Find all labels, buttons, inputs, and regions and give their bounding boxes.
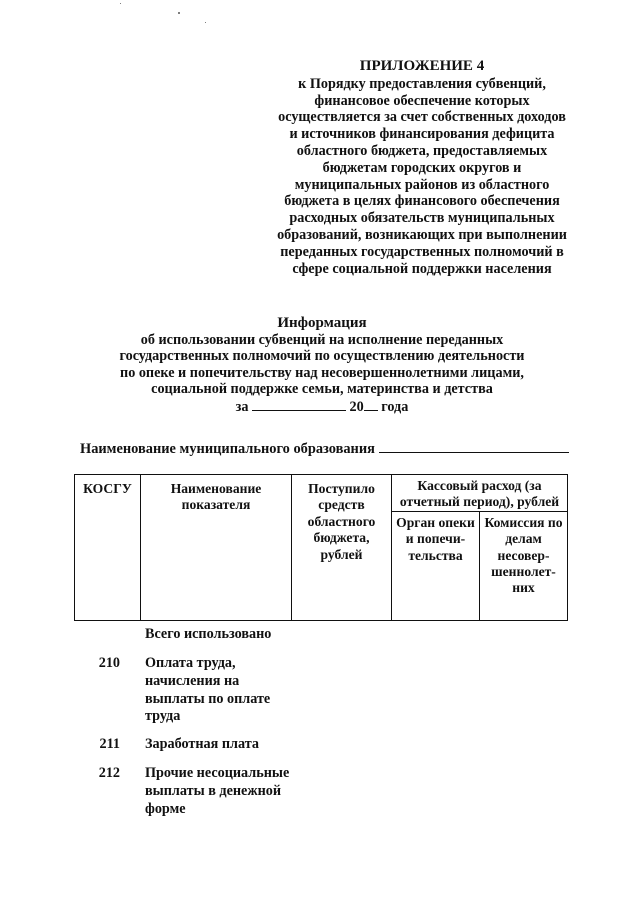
row-code: 212 <box>98 765 120 781</box>
row-code: 210 <box>98 655 120 671</box>
period-suffix: года <box>381 398 409 415</box>
appendix-line: финансовое обеспечение которых <box>314 92 530 109</box>
scan-speck <box>178 12 180 14</box>
appendix-line: сфере социальной поддержки населения <box>292 260 552 277</box>
appendix-line: образований, возникающих при выполнении <box>277 226 567 243</box>
header-kosgu: КОСГУ <box>75 475 141 621</box>
header-indicator-name: Наименование показателя <box>141 475 292 621</box>
info-heading <box>92 315 552 415</box>
municipality-line <box>80 440 570 458</box>
info-line: по опеке и попечительству над несовершеннолетними лицами, <box>120 364 524 381</box>
year-blank-field[interactable] <box>364 398 378 411</box>
report-table <box>74 474 568 621</box>
appendix-line: расходных обязательств муниципальных <box>289 210 555 227</box>
row-name: Оплата труда, начисления на выплаты по оплате труда <box>145 655 271 725</box>
row-code: 211 <box>99 736 120 752</box>
header-guardianship-authority: Орган опеки и попечи-тельства <box>392 511 480 620</box>
info-line: государственных полномочий по осуществлению деятельности <box>119 348 525 364</box>
appendix-line: бюджета в целях финансового обеспечения <box>284 193 560 210</box>
scan-speck <box>205 22 206 23</box>
row-name: Заработная плата <box>145 736 259 752</box>
info-line: об использовании субвенций на исполнение переданных <box>140 331 504 348</box>
appendix-line: муниципальных районов из областного <box>294 176 550 193</box>
appendix-line: бюджетам городских округов и <box>322 159 522 176</box>
appendix-block <box>262 58 582 277</box>
row-name: Всего использовано <box>145 626 272 642</box>
header-minors-commission: Комиссия по делам несовер-шеннолет-них <box>480 511 568 620</box>
header-received-funds: Поступило средств областного бюджета, рублей <box>292 475 392 621</box>
report-period <box>92 398 552 416</box>
period-blank-field[interactable] <box>252 398 346 411</box>
scan-speck <box>120 3 121 4</box>
header-cash-expense: Кассовый расход (за отчетный период), рублей <box>392 475 568 512</box>
row-name: Прочие несоциальные выплаты в денежной форме <box>145 765 290 817</box>
info-title: Информация <box>277 315 367 331</box>
appendix-line: и источников финансирования дефицита <box>289 126 555 143</box>
appendix-line: переданных государственных полномочий в <box>280 243 564 260</box>
appendix-title: ПРИЛОЖЕНИЕ 4 <box>359 58 485 74</box>
appendix-line: к Порядку предоставления субвенций, <box>298 75 546 92</box>
period-year-prefix: 20 <box>349 398 364 415</box>
municipality-blank-field[interactable] <box>379 440 569 453</box>
period-prefix: за <box>235 398 249 415</box>
info-line: социальной поддержке семьи, материнства и детства <box>151 381 493 397</box>
municipality-label: Наименование муниципального образования <box>80 441 375 457</box>
appendix-line: осуществляется за счет собственных доходов <box>278 109 566 126</box>
appendix-line: областного бюджета, предоставляемых <box>296 142 548 159</box>
